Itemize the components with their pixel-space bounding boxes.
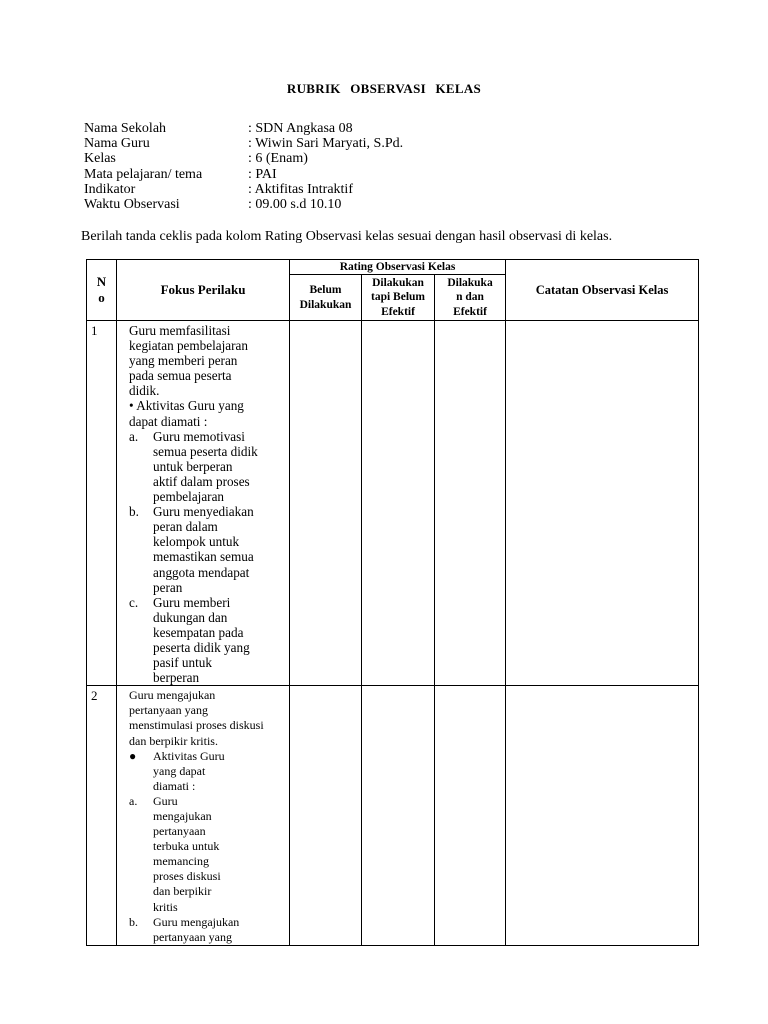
item-line: anggota mendapat xyxy=(153,564,250,580)
item-line: Guru memberi xyxy=(153,594,231,610)
intro-line: dan berpikir kritis. xyxy=(129,733,218,748)
item-line: dukungan dan xyxy=(153,609,228,625)
header-no-line: o xyxy=(98,290,105,305)
item-line: Guru xyxy=(153,793,178,808)
list-item-b xyxy=(129,915,285,945)
info-label: Waktu Observasi xyxy=(84,196,180,212)
intro-line: didik. xyxy=(129,383,160,399)
info-label: Kelas xyxy=(84,151,116,167)
header-line: Efektif xyxy=(381,305,415,318)
bullet-text: dapat diamati : xyxy=(129,413,208,429)
list-marker: a. xyxy=(129,793,138,808)
document-title: RUBRIK OBSERVASI KELAS xyxy=(286,81,482,96)
item-line: terbuka untuk xyxy=(153,839,220,854)
rating-cell-dilakukan-belum-efektif[interactable] xyxy=(362,686,435,946)
intro-line: kegiatan pembelajaran xyxy=(129,338,248,354)
info-label: Nama Sekolah xyxy=(84,121,167,136)
info-value: : 09.00 s.d 10.10 xyxy=(248,196,342,212)
item-line: kritis xyxy=(153,899,178,914)
rating-cell-dilakukan-belum-efektif[interactable] xyxy=(362,321,435,686)
row-number: 1 xyxy=(87,321,117,686)
intro-line: Guru memfasilitasi xyxy=(129,323,231,338)
header-rating-observasi: Rating Observasi Kelas xyxy=(290,260,506,275)
header-dilakukan-efektif xyxy=(435,275,506,321)
list-marker: b. xyxy=(129,504,139,520)
info-row-nama-sekolah xyxy=(84,121,403,136)
header-line: Dilakukan xyxy=(299,298,352,311)
list-item-a xyxy=(129,429,285,504)
item-line: kelompok untuk xyxy=(153,534,240,550)
info-label: Indikator xyxy=(84,181,136,197)
item-line: pembelajaran xyxy=(153,489,225,505)
header-no xyxy=(87,260,117,321)
list-marker: a. xyxy=(129,428,139,444)
item-line: Guru mengajukan xyxy=(153,914,240,929)
bullet-line xyxy=(129,398,285,413)
bullet-text: Aktivitas Guru xyxy=(153,748,225,763)
item-line: mengajukan xyxy=(153,809,212,823)
item-line: semua peserta didik xyxy=(153,443,258,459)
info-block xyxy=(84,121,403,212)
header-line: n dan xyxy=(456,291,484,304)
bullet-text: yang dapat xyxy=(153,763,206,778)
bullet-item xyxy=(129,749,285,794)
header-line: Dilakukan xyxy=(372,276,424,289)
item-line: memancing xyxy=(153,854,209,869)
fokus-perilaku-cell xyxy=(117,686,290,946)
list-item-a xyxy=(129,794,285,915)
item-line: memastikan semua xyxy=(153,549,254,565)
row-number: 2 xyxy=(87,686,117,946)
header-line: tapi Belum xyxy=(371,291,425,304)
list-marker: b. xyxy=(129,914,138,929)
instruction-text: Berilah tanda ceklis pada kolom Rating Observasi kelas sesuai dengan hasil observasi di kelas. xyxy=(81,229,613,244)
bullet-text: diamati : xyxy=(153,778,196,793)
info-value: : Wiwin Sari Maryati, S.Pd. xyxy=(248,136,404,152)
item-line: pasif untuk xyxy=(153,655,212,671)
list-item-c xyxy=(129,595,285,686)
list-marker: c. xyxy=(129,594,139,610)
info-label: Nama Guru xyxy=(84,136,150,152)
info-row-nama-guru xyxy=(84,136,403,151)
catatan-cell[interactable] xyxy=(506,321,699,686)
bullet-text: Aktivitas Guru yang xyxy=(136,398,244,414)
header-line: Efektif xyxy=(453,305,487,318)
info-value: : Aktifitas Intraktif xyxy=(248,181,353,197)
header-line: Dilakuka xyxy=(447,276,493,289)
item-line: aktif dalam proses xyxy=(153,473,250,489)
intro-line: yang memberi peran xyxy=(129,353,238,369)
item-line: peran dalam xyxy=(153,519,218,535)
header-fokus-perilaku: Fokus Perilaku xyxy=(117,260,290,321)
rubric-table xyxy=(86,259,699,946)
item-line: Guru memotivasi xyxy=(153,428,245,444)
header-dilakukan-belum-efektif xyxy=(362,275,435,321)
item-line: pertanyaan yang xyxy=(153,929,232,944)
item-line: dan berpikir xyxy=(153,884,212,899)
info-row-kelas xyxy=(84,151,403,166)
info-row-indikator xyxy=(84,182,403,197)
bullet-marker: ● xyxy=(129,748,137,763)
info-value: : PAI xyxy=(248,166,277,182)
catatan-cell[interactable] xyxy=(506,686,699,946)
item-line: proses diskusi xyxy=(153,869,221,884)
item-line: peserta didik yang xyxy=(153,639,250,655)
intro-line: menstimulasi proses diskusi xyxy=(129,718,264,733)
list-item-b xyxy=(129,504,285,595)
item-line: berperan xyxy=(153,670,200,686)
info-value: : SDN Angkasa 08 xyxy=(248,121,353,136)
header-belum-dilakukan xyxy=(290,275,362,321)
intro-line: Guru mengajukan xyxy=(129,688,216,703)
rating-cell-belum-dilakukan[interactable] xyxy=(290,321,362,686)
item-line: peran xyxy=(153,579,183,595)
rating-cell-dilakukan-efektif[interactable] xyxy=(435,686,506,946)
header-catatan: Catatan Observasi Kelas xyxy=(506,260,699,321)
header-no-line: N xyxy=(96,274,107,289)
header-line: Belum xyxy=(309,284,342,296)
info-label: Mata pelajaran/ tema xyxy=(84,166,203,182)
rating-cell-belum-dilakukan[interactable] xyxy=(290,686,362,946)
item-line: pertanyaan xyxy=(153,824,206,839)
item-line: Guru menyediakan xyxy=(153,504,254,520)
item-line: kesempatan pada xyxy=(153,624,244,640)
info-row-mata-pelajaran xyxy=(84,167,403,182)
bullet-marker: • xyxy=(129,398,134,414)
info-row-waktu-observasi xyxy=(84,197,403,212)
fokus-perilaku-cell xyxy=(117,321,290,686)
rating-cell-dilakukan-efektif[interactable] xyxy=(435,321,506,686)
item-line: untuk berperan xyxy=(153,458,233,474)
intro-line: pada semua peserta xyxy=(129,368,232,384)
intro-line: pertanyaan yang xyxy=(129,703,208,718)
info-value: : 6 (Enam) xyxy=(248,151,308,167)
